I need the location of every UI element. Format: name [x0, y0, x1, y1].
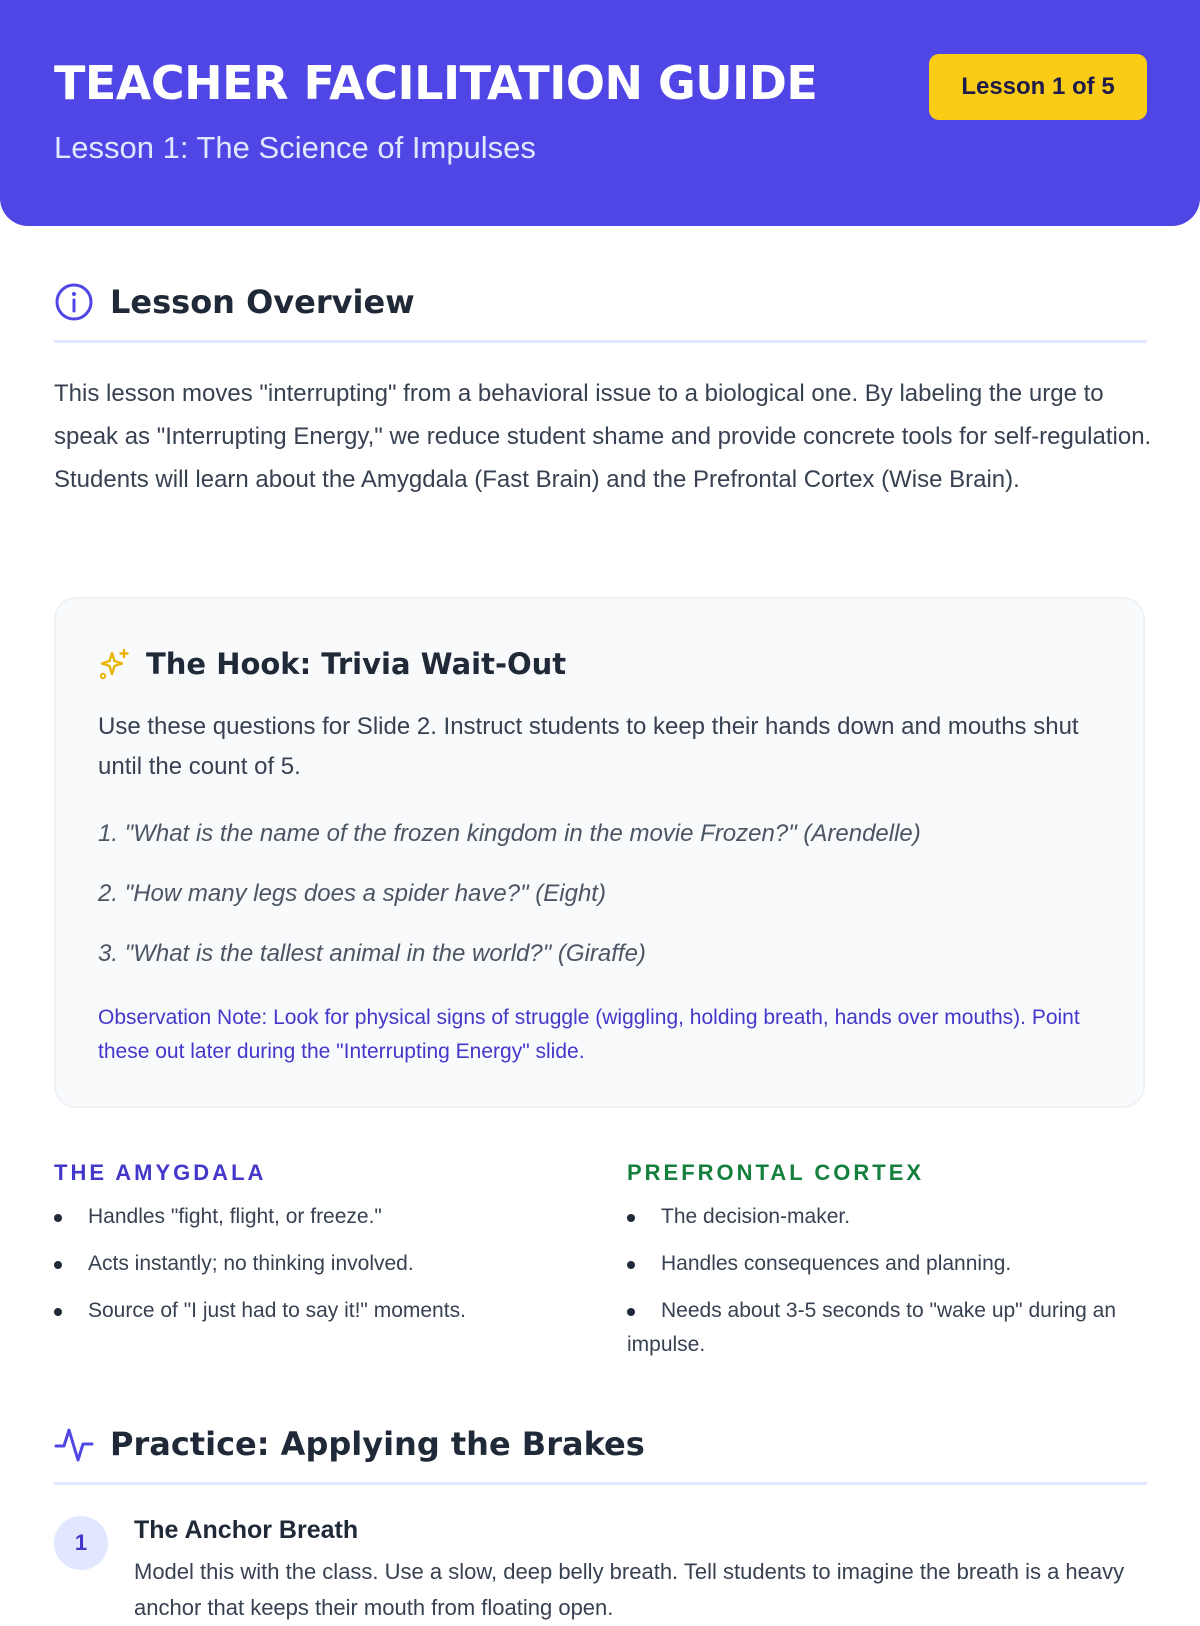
list-item: Handles consequences and planning.: [627, 1247, 1157, 1281]
prefrontal-list: [627, 1200, 1157, 1362]
list-item: Source of "I just had to say it!" moments.: [54, 1294, 584, 1328]
page-title: TEACHER FACILITATION GUIDE: [54, 56, 818, 110]
list-item: Handles "fight, flight, or freeze.": [54, 1200, 584, 1234]
overview-section-header: [54, 282, 1147, 343]
prefrontal-heading: PREFRONTAL CORTEX: [627, 1160, 925, 1185]
lesson-badge: Lesson 1 of 5: [929, 54, 1147, 120]
practice-section-header: [54, 1424, 1147, 1485]
step-number-badge: 1: [54, 1516, 108, 1570]
list-item: Needs about 3-5 seconds to "wake up" during an impulse.: [627, 1294, 1157, 1362]
practice-heading: Practice: Applying the Brakes: [110, 1425, 645, 1463]
list-item: The decision-maker.: [627, 1200, 1157, 1234]
amygdala-list: [54, 1200, 584, 1328]
trivia-question: 1. "What is the name of the frozen kingdom in the movie Frozen?" (Arendelle): [98, 820, 921, 847]
info-circle-icon: [54, 282, 94, 322]
page-subtitle: Lesson 1: The Science of Impulses: [54, 130, 536, 165]
trivia-question: 2. "How many legs does a spider have?" (Eight): [98, 880, 606, 907]
page-header: [0, 0, 1200, 226]
hook-card: [54, 597, 1145, 1108]
trivia-question: 3. "What is the tallest animal in the world?" (Giraffe): [98, 940, 646, 967]
step-description: Model this with the class. Use a slow, deep belly breath. Tell students to imagine the breath is a heavy anchor that keeps their mouth from floating open.: [134, 1559, 1125, 1620]
amygdala-column: [54, 1160, 584, 1341]
pulse-icon: [54, 1424, 94, 1464]
overview-heading: Lesson Overview: [110, 283, 415, 321]
hook-heading: The Hook: Trivia Wait-Out: [146, 647, 567, 681]
amygdala-heading: THE AMYGDALA: [54, 1160, 267, 1185]
overview-text: This lesson moves "interrupting" from a behavioral issue to a biological one. By labeling the urge to speak as "Interrupting Energy," we reduce student shame and provide concrete tools for self-regulation. Students will learn about the Amygdala (Fast Brain) and the Prefrontal Cortex (Wise Brain).: [54, 380, 1152, 493]
sparkles-icon: [98, 647, 132, 681]
list-item: Acts instantly; no thinking involved.: [54, 1247, 584, 1281]
step-title: The Anchor Breath: [134, 1516, 359, 1544]
prefrontal-column: [627, 1160, 1157, 1375]
trivia-list: [98, 814, 921, 994]
observation-note: Observation Note: Look for physical signs of struggle (wiggling, holding breath, hands over mouths). Point these out later during the "Interrupting Energy" slide.: [98, 1006, 1080, 1063]
hook-header: [98, 647, 566, 681]
hook-intro: Use these questions for Slide 2. Instruct students to keep their hands down and mouths shut until the count of 5.: [98, 713, 1079, 780]
